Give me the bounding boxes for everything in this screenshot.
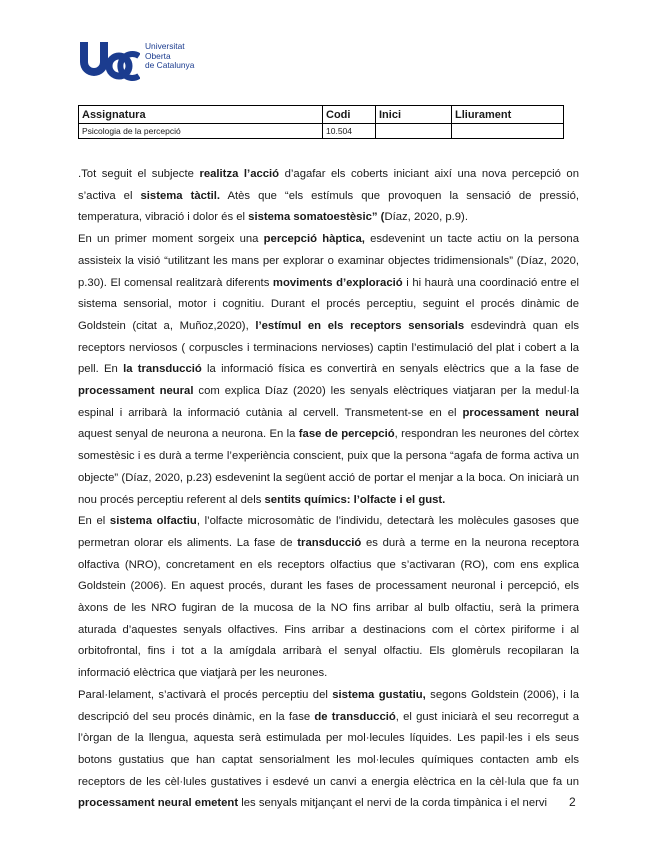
text-run: , respondran les neurones del còrtex somestèsic i es durà a terme l’experiència conscient, puix que la persona “agafa de forma activa un objecte” (Díaz, 2020, p.23) esdevenint la següent acció de portar el menjar a la boca. On iniciarà un nou procés perceptiu referent al dels (78, 428, 579, 506)
cell-lliurament (452, 124, 564, 139)
bold-text: sistema tàctil. (140, 189, 221, 202)
bold-text: realitza l’acció (199, 168, 280, 180)
bold-text: de transducció (314, 710, 396, 723)
bold-text: fase de percepció (298, 428, 395, 441)
bold-text: processament neural (78, 385, 194, 398)
header-lliurament: Lliurament (452, 106, 564, 124)
bold-text: transducció (297, 536, 362, 549)
text-run: En el (78, 515, 110, 528)
bold-text: processament neural emetent (78, 797, 239, 810)
bold-text: moviments d’exploració (272, 276, 403, 289)
text-run: , l’olfacte microsomàtic de l’individu, detectarà les molècules gasoses que permetran olorar els aliments. La fase de (78, 515, 580, 549)
bold-text: sistema olfactiu (109, 515, 197, 528)
bold-text: la transducció (123, 363, 202, 376)
text-run: la informació física es convertirà en senyals elèctrics que a la fase de (201, 363, 580, 376)
text-run: es durà a terme en la neurona receptora olfactiva (NRO), concretament en els receptors olfactius que s’activaran (RO), com ens explica Goldstein (2006). En aquest procés, durant les fases de processament neuronal i percepció, els àxons de les NRO fugiran de la mucosa de la NO fins arribar al bulb olfactiu, serà la primera aturada d’aquestes senyals olfactives. Fins arribar a destinacions com el còrtex piriforme i al orbitofrontal, fins i tot a la amígdala arribarà el senyal olfactiu. Els glomèruls recopilaran la informació elèctrica que viatjarà per les neurones. (78, 536, 580, 680)
header-inici: Inici (376, 106, 452, 124)
page-number: 2 (569, 795, 576, 809)
header-assignatura: Assignatura (79, 106, 323, 124)
header-codi: Codi (323, 106, 376, 124)
text-run: En un primer moment sorgeix una (78, 233, 264, 246)
text-run: les senyals mitjançant el nervi de la corda timpànica i el nervi (238, 797, 548, 810)
course-info-row (79, 124, 564, 139)
text-run: aquest senyal de neurona a neurona. En la (78, 428, 299, 441)
cell-assignatura: Psicologia de la percepció (79, 124, 323, 139)
uoc-logo (78, 38, 218, 83)
text-run: , el gust iniciarà el seu recorregut a l’òrgan de la llengua, aquesta serà estimulada per mol·lecules líquides. Les papil·les i els seus botons gustatius que han captat sensorialment les mol·lecules químiques contacten amb els receptors de les cèl·lules gustatives i esdevé un canvi a energia elèctrica en la cèl·lula que fa un (78, 710, 579, 788)
text-run: segons Goldstein (2006), i la descripció del seu procés dinàmic, en la fase (78, 688, 579, 723)
text-run: Paral·lelament, s’activarà el procés perceptiu del (78, 688, 333, 701)
text-run: Díaz, 2020, p.9). (384, 211, 468, 224)
course-info-table (78, 105, 564, 139)
text-run: d’agafar els coberts iniciant així una nova percepció on s’activa el (78, 168, 579, 202)
text-run: i hi haurà una coordinació entre el sistema sensorial, motor i cognitiu. Durant el procés perceptiu, seguint el procés dinàmic de Goldstein (citat a, Muñoz,2020), (78, 276, 579, 332)
text-run: Atès que “els estímuls que provoquen la sensació de pressió, temperatura, vibració i dolor és el (78, 189, 579, 224)
paragraph (78, 685, 579, 815)
text-run: esdevenint un tacte actiu on la persona assisteix la visió “utilitzant les mans per explorar o examinar objectes tridimensionals” (Díaz, 2020, p.30). El comensal realitzarà diferents (78, 233, 579, 289)
paragraph (78, 229, 579, 511)
cell-codi: 10.504 (323, 124, 376, 139)
course-info-header-row (79, 106, 564, 124)
text-run: .Tot seguit el subjecte (78, 168, 200, 180)
bold-text: sistema somatoestèsic” ( (248, 211, 385, 224)
cell-inici (376, 124, 452, 139)
text-run: esdevindrà quan els receptors nerviosos ( corpuscles i terminacions nervioses) captin l’estimulació del plat i cobert a la pell. En (78, 319, 579, 376)
bold-text: percepció hàptica, (263, 233, 365, 246)
text-run: com explica Díaz (2020) les senyals elèctriques viatjaran per la medul·la espinal i arribarà la informació cutània al cervell. Transmetent-se en el (78, 385, 579, 419)
document-body (78, 164, 579, 815)
uoc-logo-mark (78, 38, 140, 83)
paragraph (78, 164, 579, 229)
uoc-logo-name: Universitat Oberta de Catalunya (145, 41, 195, 71)
paragraph (78, 511, 579, 685)
bold-text: processament neural (462, 406, 579, 419)
bold-text: sentits químics: l’olfacte i el gust. (264, 493, 446, 506)
bold-text: l’estímul en els receptors sensorials (255, 319, 465, 332)
bold-text: sistema gustatiu, (332, 688, 426, 701)
